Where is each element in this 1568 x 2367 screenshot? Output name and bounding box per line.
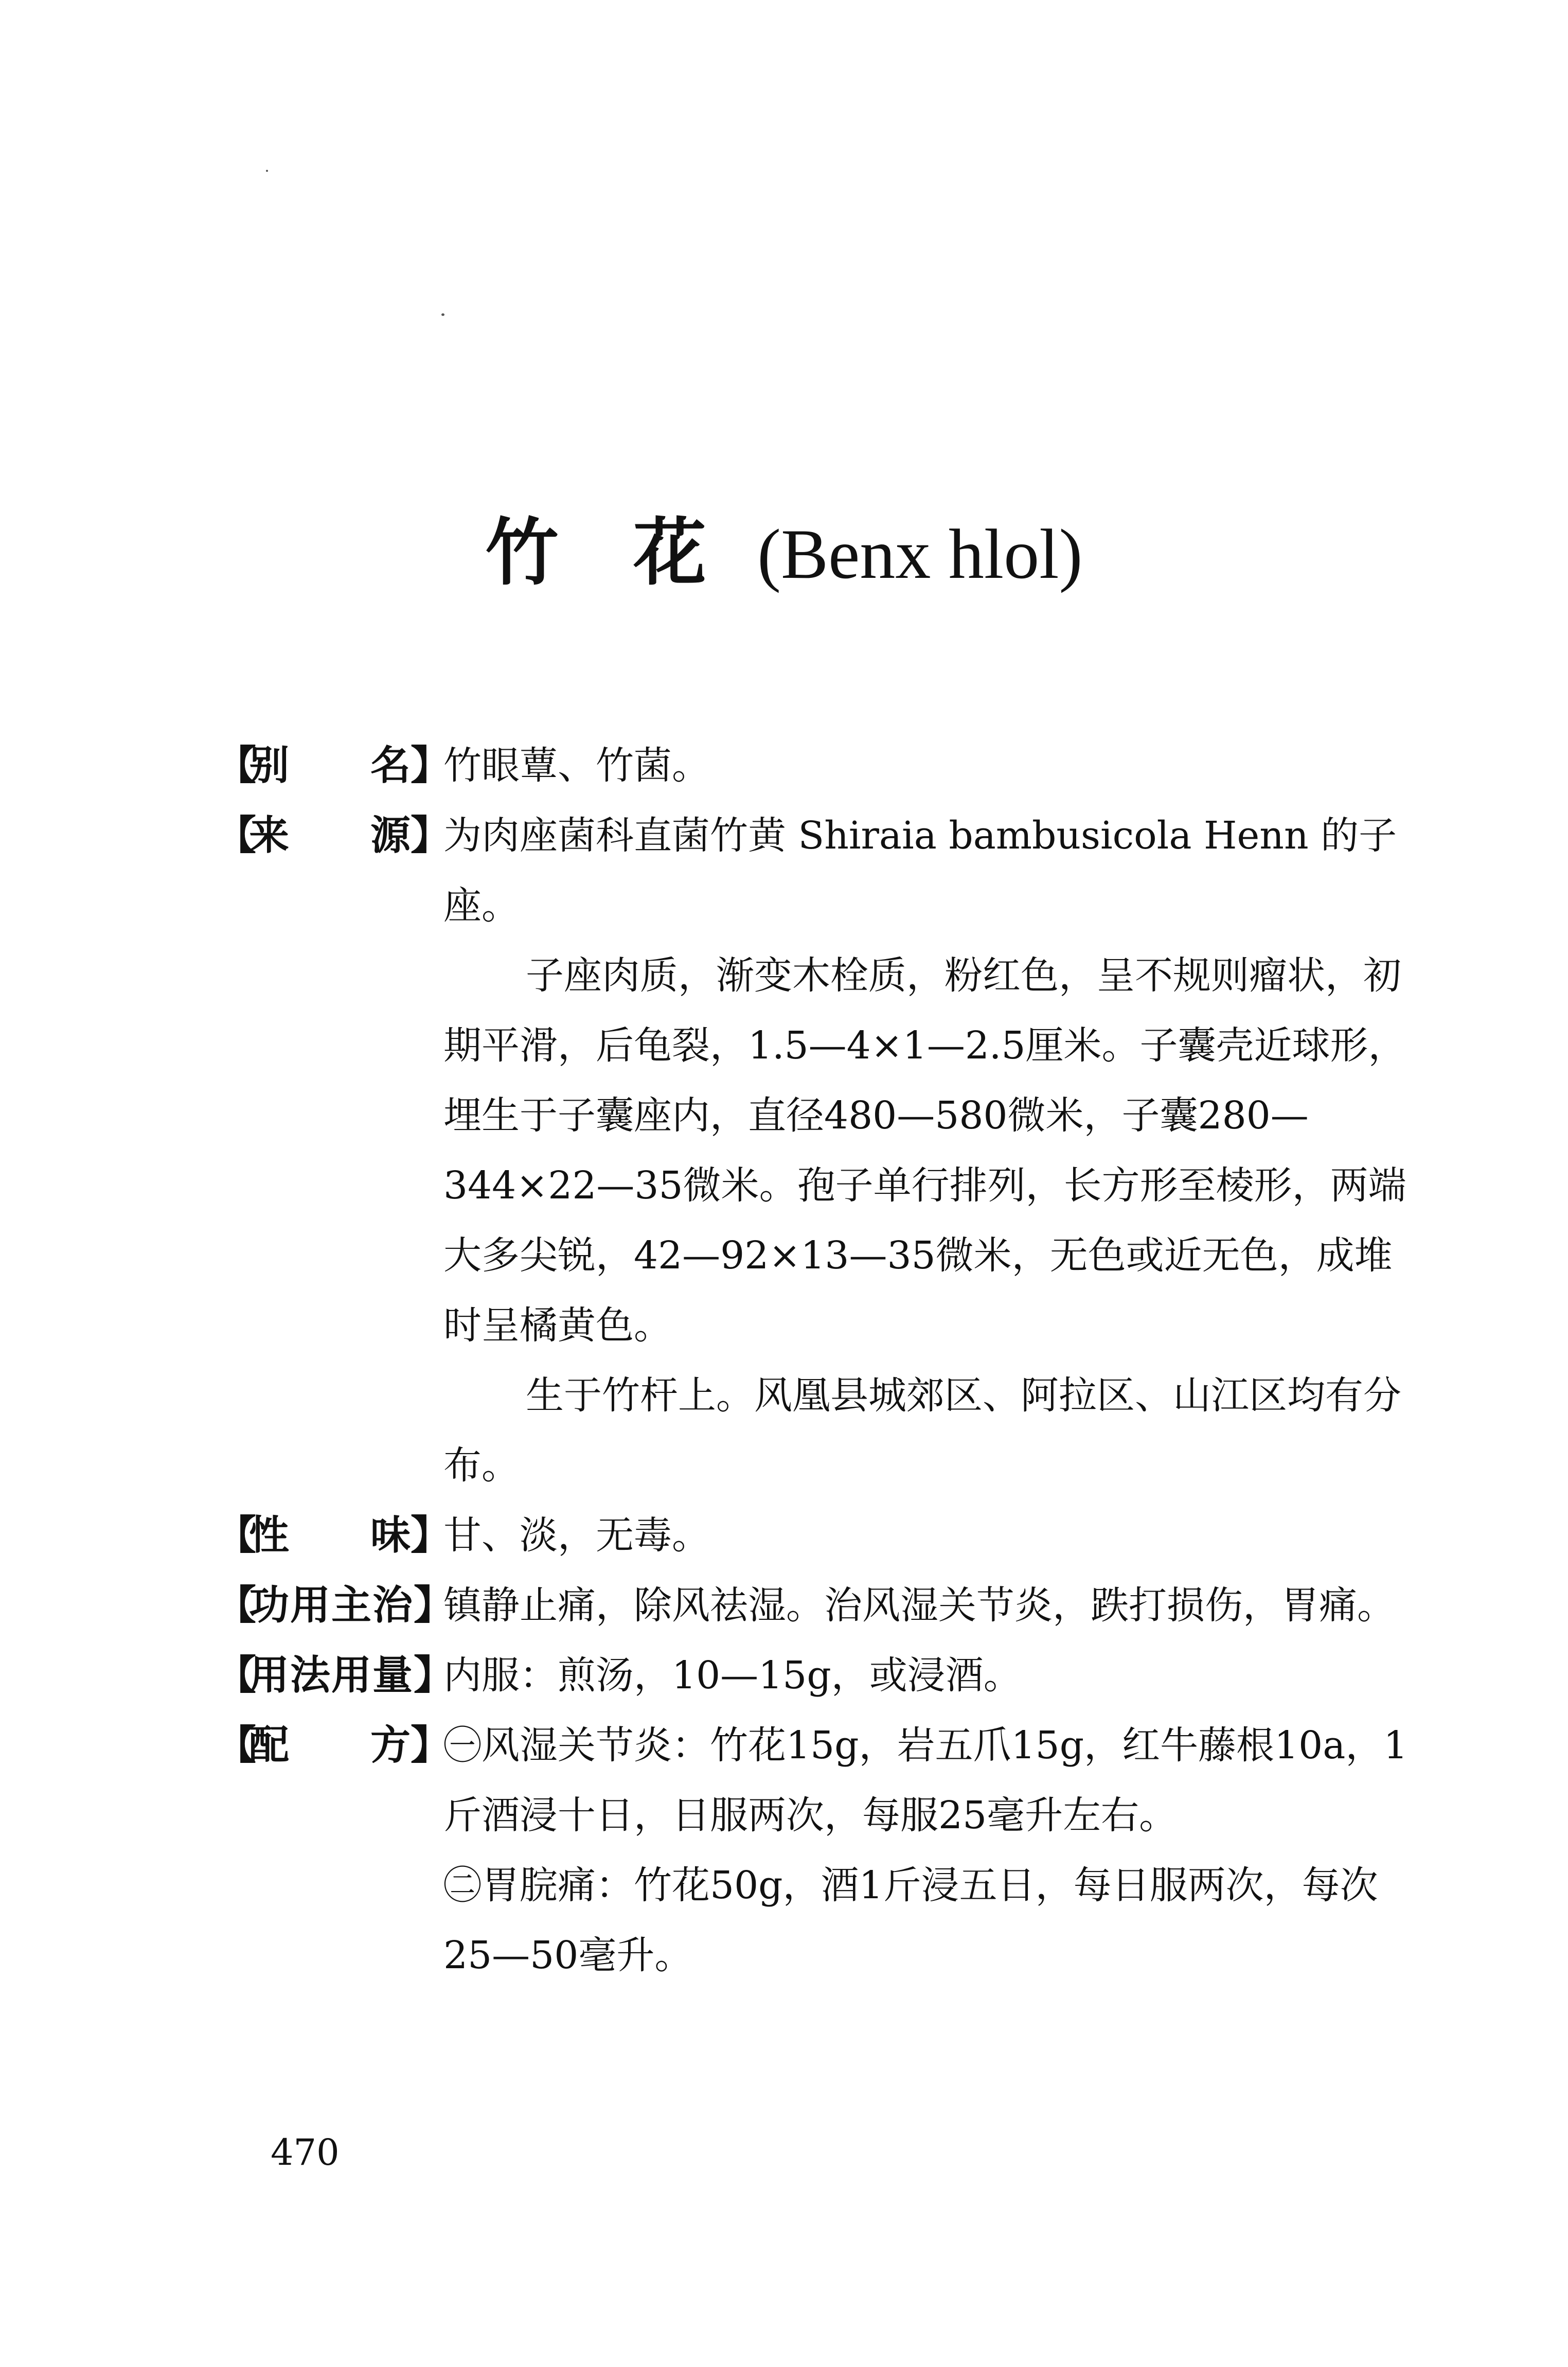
scan-speck-1: [266, 170, 268, 172]
label-bracket-close: 】: [411, 743, 451, 789]
label-text: [249, 731, 411, 801]
entry-content-function: [443, 1570, 1410, 1640]
entry-content-prescription: [443, 1710, 1410, 1990]
paragraph: ㊀风湿关节炎：竹花15g，岩五爪15g，红牛藤根10a，1斤酒浸十日，日服两次，每服25毫升左右。: [443, 1723, 1408, 1838]
page-title: [0, 507, 1568, 600]
title-chinese: 竹 花: [485, 510, 731, 595]
label-char: 方: [370, 1722, 411, 1769]
page-number: 470: [271, 2131, 340, 2174]
entry-label-nature-taste: [216, 1500, 451, 1570]
label-char: 性: [249, 1512, 290, 1559]
entry-content-source: [443, 801, 1410, 1500]
entry-label-source: [216, 801, 451, 871]
label-bracket-open: 【: [216, 1652, 257, 1699]
paragraph: 为肉座菌科直菌竹黄 Shiraia bambusicola Henn 的子座。: [443, 814, 1397, 928]
label-bracket-open: 【: [216, 1582, 257, 1629]
entry-source: [216, 801, 1410, 1500]
scan-speck-2: [441, 313, 444, 316]
paragraph: 镇静止痛，除风祛湿。治风湿关节炎，跌打损伤，胃痛。: [443, 1583, 1395, 1628]
entry-content-alias: [443, 731, 1410, 801]
entry-label-usage: [216, 1640, 454, 1710]
paragraph: 内服：煎汤，10—15g，或浸酒。: [443, 1653, 1022, 1698]
paragraph: 子座肉质，渐变木栓质，粉红色，呈不规则瘤状，初期平滑，后龟裂，1.5—4×1—2.5厘米。子囊壳近球形，埋生于子囊座内，直径480—580微米，子囊280—344×22—35微米。孢子单行排列，长方形至棱形，两端大多尖锐，42—92×13—35微米，无色或近无色，成堆时呈橘黄色。: [443, 953, 1406, 1348]
label-bracket-close: 】: [414, 1582, 454, 1629]
entry-nature-taste: [216, 1500, 1410, 1570]
entry-label-alias: [216, 731, 451, 801]
label-text: [249, 1710, 411, 1780]
label-text: 用法用量: [249, 1652, 414, 1699]
entry-content-usage: [443, 1640, 1410, 1710]
paragraph: 竹眼蕈、竹菌。: [443, 744, 710, 788]
label-bracket-close: 】: [411, 812, 451, 859]
paragraph: 甘、淡，无毒。: [443, 1513, 710, 1558]
label-bracket-open: 【: [216, 1722, 257, 1769]
label-char: 配: [249, 1722, 290, 1769]
label-bracket-open: 【: [216, 1512, 257, 1559]
entry-label-prescription: [216, 1710, 451, 1780]
entry-function: [216, 1570, 1410, 1640]
entry-content-nature-taste: [443, 1500, 1410, 1570]
label-bracket-close: 】: [414, 1652, 454, 1699]
label-text: 功用主治: [249, 1582, 414, 1629]
label-char: 名: [370, 743, 411, 789]
paragraph: ㊁胃脘痛：竹花50g，酒1斤浸五日，每日服两次，每次25—50毫升。: [443, 1863, 1378, 1977]
entry-alias: [216, 731, 1410, 801]
label-text: [249, 801, 411, 871]
label-bracket-close: 】: [411, 1722, 451, 1769]
entry-usage: [216, 1640, 1410, 1710]
label-bracket-close: 】: [411, 1512, 451, 1559]
entry-list: [216, 731, 1410, 1990]
title-latin: (Benx hlol): [757, 515, 1083, 593]
label-text: [249, 1500, 411, 1570]
label-char: 源: [370, 812, 411, 859]
label-char: 来: [249, 812, 290, 859]
label-bracket-open: 【: [216, 812, 257, 859]
entry-prescription: [216, 1710, 1410, 1990]
entry-label-function: [216, 1570, 454, 1640]
paragraph: 生于竹杆上。风凰县城郊区、阿拉区、山江区均有分布。: [443, 1373, 1401, 1488]
label-bracket-open: 【: [216, 743, 257, 789]
label-char: 别: [249, 743, 290, 789]
label-char: 味: [370, 1512, 411, 1559]
